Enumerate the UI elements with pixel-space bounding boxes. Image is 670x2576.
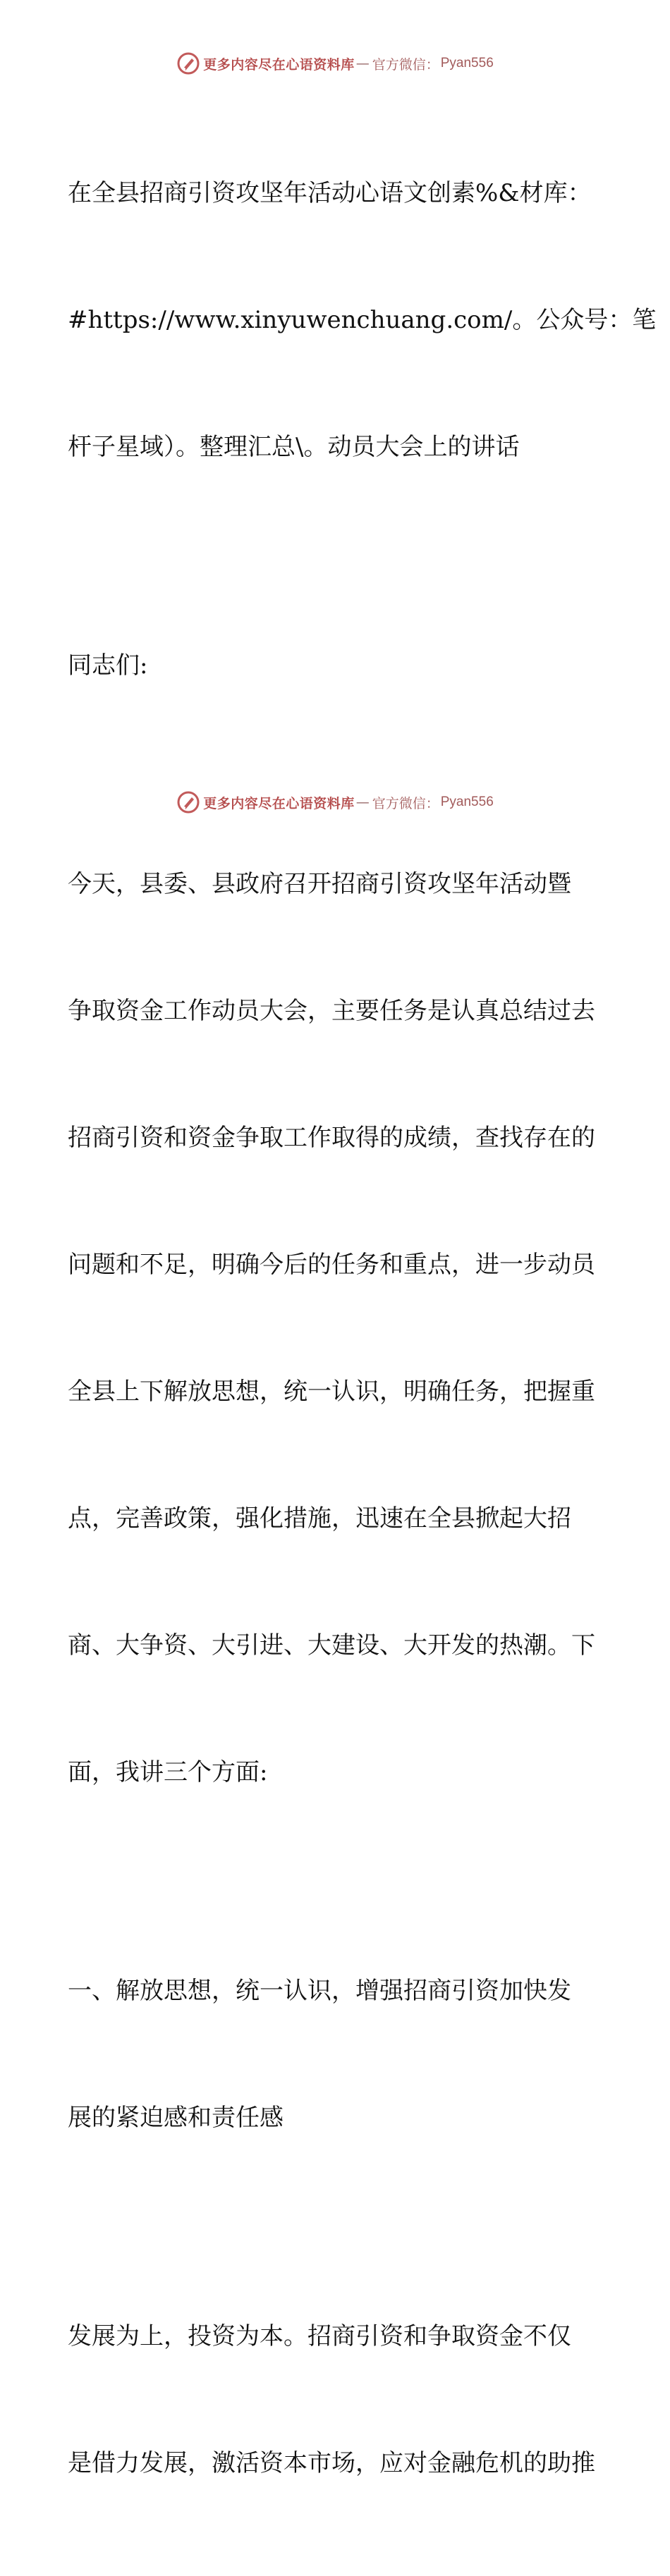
paragraph-line: 面，我讲三个方面: (68, 1758, 268, 1786)
watermark-wechat-label: 官方微信： (372, 56, 439, 73)
watermark-site-text: 更多内容尽在心语资料库 (203, 56, 355, 73)
watermark-wechat-id: Pyan556 (440, 795, 494, 809)
paragraph-line: 争取资金工作动员大会，主要任务是认真总结过去 (68, 997, 595, 1025)
paragraph-line: 今天，县委、县政府召开招商引资攻坚年活动暨 (68, 870, 571, 898)
paragraph-development (68, 2231, 604, 2569)
watermark-wechat-id: Pyan556 (440, 56, 494, 70)
paragraph-line: 问题和不足，明确今后的任务和重点，进一步动员 (68, 1251, 595, 1279)
paragraph-line: 是借力发展，激活资本市场，应对金融危机的助推 (68, 2449, 595, 2477)
pen-nib-logo-icon (176, 790, 200, 814)
watermark-site-text: 更多内容尽在心语资料库 (203, 795, 355, 811)
heading-line: 一、解放思想，统一认识，增强招商引资加快发 (68, 1977, 571, 2005)
document-title (68, 87, 657, 553)
paragraph-line: 点，完善政策，强化措施，迅速在全县掀起大招 (68, 1504, 571, 1533)
title-line: 杆子星域）。整理汇总\。动员大会上的讲话 (68, 433, 520, 461)
paragraph-line: 全县上下解放思想，统一认识，明确任务，把握重 (68, 1378, 595, 1406)
watermark-wechat-label: 官方微信： (372, 795, 439, 811)
heading-line: 展的紧迫感和责任感 (68, 2104, 284, 2132)
section-heading-1 (68, 1885, 604, 2224)
paragraph-line: 发展为上，投资为本。招商引资和争取资金不仅 (68, 2322, 571, 2350)
paragraph-intro (68, 778, 604, 1878)
salutation-line: 同志们: (68, 651, 148, 680)
watermark-separator: — (355, 56, 370, 71)
watermark-separator: — (355, 795, 370, 810)
paragraph-line: 商、大争资、大引进、大建设、大开发的热潮。下 (68, 1631, 595, 1660)
title-line: #https://www.xinyuwenchuang.com/。公众号：笔 (68, 306, 657, 334)
salutation (68, 560, 604, 771)
paragraph-line: 招商引资和资金争取工作取得的成绩，查找存在的 (68, 1124, 595, 1152)
watermark-banner-bottom (0, 788, 670, 816)
watermark-banner-top (0, 49, 670, 78)
title-line: 在全县招商引资攻坚年活动心语文创素%&材库： (68, 179, 592, 207)
document-body (68, 87, 657, 2576)
pen-nib-logo-icon (176, 51, 200, 75)
